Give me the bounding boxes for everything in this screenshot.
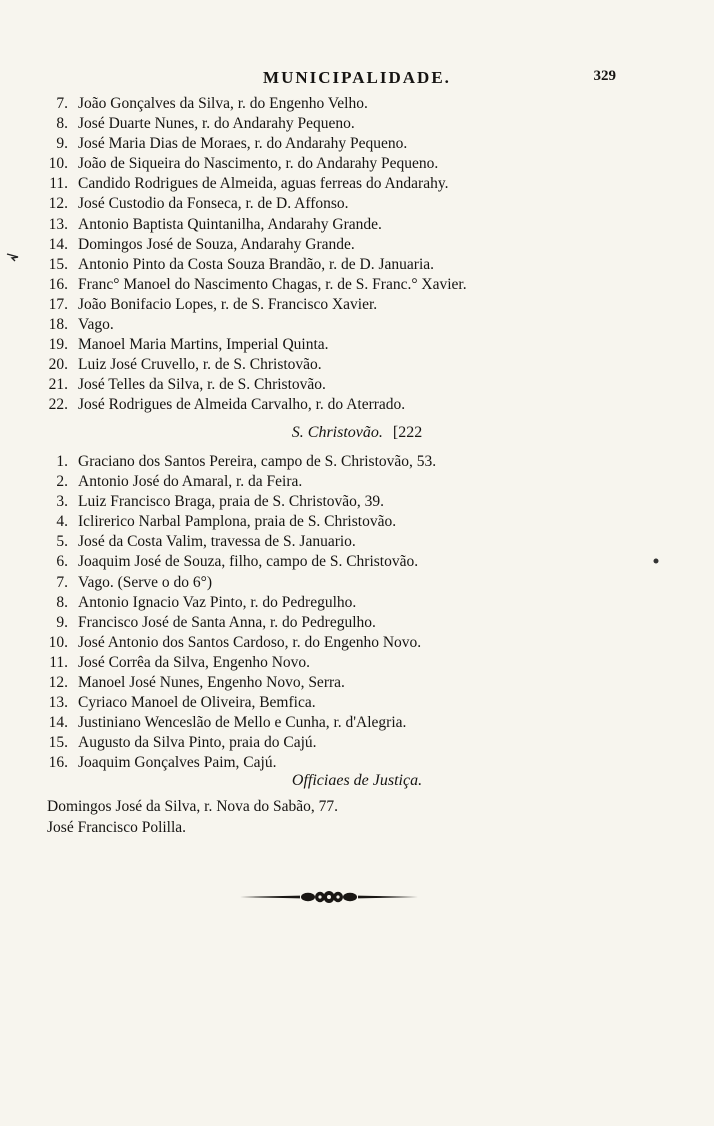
list-item (0, 733, 714, 753)
list-item (0, 613, 714, 633)
list-item (0, 174, 714, 194)
entry-text: Vago. (Serve o do 6°) (78, 573, 213, 591)
list-item (0, 753, 714, 773)
entry-text: José Rodrigues de Almeida Carvalho, r. do Aterrado. (78, 396, 406, 414)
entry-number: 17. (48, 295, 68, 313)
list-item (0, 633, 714, 653)
entry-text: Justiniano Wenceslão de Mello e Cunha, r. d'Alegria. (78, 714, 407, 732)
entry-text: José Duarte Nunes, r. do Andarahy Pequeno. (78, 115, 355, 133)
list-item (0, 114, 714, 134)
entry-number: 5. (56, 533, 68, 551)
list-item (0, 315, 714, 335)
list-item (0, 472, 714, 492)
entry-text: José Maria Dias de Moraes, r. do Andarahy Pequeno. (78, 135, 408, 153)
list-item (0, 693, 714, 713)
entry-text: José Antonio dos Santos Cardoso, r. do Engenho Novo. (78, 633, 422, 651)
list-item (0, 275, 714, 295)
entry-number: 16. (48, 275, 68, 293)
entry-number: 14. (48, 235, 68, 253)
entry-number: 20. (48, 356, 68, 374)
entry-number: 19. (48, 336, 68, 354)
entry-text: Luiz José Cruvello, r. de S. Christovão. (78, 356, 322, 374)
page-header (0, 64, 714, 92)
entry-number: 22. (48, 396, 68, 414)
entry-number: 11. (49, 175, 68, 193)
list-item (0, 94, 714, 114)
entry-number: 15. (48, 734, 68, 752)
entry-text: Francisco José de Santa Anna, r. do Pedregulho. (78, 613, 376, 631)
list-item (0, 452, 714, 472)
list-item (0, 593, 714, 613)
entry-text: Manoel José Nunes, Engenho Novo, Serra. (78, 674, 345, 692)
entry-number: 8. (56, 115, 68, 133)
list-item (0, 215, 714, 235)
page-number: 329 (593, 68, 616, 84)
list-item (0, 552, 714, 572)
list-item (0, 235, 714, 255)
ornament-divider-icon (238, 888, 420, 906)
entry-number: 8. (56, 593, 68, 611)
margin-mark-icon (651, 556, 661, 566)
entry-text: Vago. (78, 316, 114, 334)
list-item (0, 154, 714, 174)
entry-text: Iclirerico Narbal Pamplona, praia de S. Christovão. (78, 513, 397, 531)
entry-text: Graciano dos Santos Pereira, campo de S. Christovão, 53. (78, 453, 437, 470)
entry-number: 3. (56, 493, 68, 511)
entry-number: 7. (56, 95, 68, 112)
section-title: Officiaes de Justiça. (291, 772, 423, 789)
entry-text: Domingos José de Souza, Andarahy Grande. (78, 235, 355, 253)
list-item (0, 295, 714, 315)
list-item (0, 375, 714, 395)
list-item (0, 194, 714, 214)
entry-number: 10. (48, 155, 68, 173)
entry-number: 11. (49, 653, 68, 671)
entry-number: 1. (56, 453, 68, 470)
entry-number: 15. (48, 255, 68, 273)
entry-text: José Corrêa da Silva, Engenho Novo. (78, 653, 311, 671)
entry-number: 6. (56, 553, 68, 571)
entry-text: João de Siqueira do Nascimento, r. do Andarahy Pequeno. (78, 155, 439, 173)
entry-text: Antonio Ignacio Vaz Pinto, r. do Pedregulho. (78, 593, 357, 611)
entry-text: Antonio Baptista Quintanilha, Andarahy Grande. (78, 215, 382, 233)
entry-number: 16. (48, 754, 68, 772)
list-item (0, 653, 714, 673)
list-andarahy (0, 94, 714, 416)
list-item (0, 255, 714, 275)
list-christovao (0, 452, 714, 774)
margin-mark-icon (6, 252, 20, 262)
entry-text: João Gonçalves da Silva, r. do Engenho Velho. (78, 95, 368, 112)
list-item (0, 134, 714, 154)
list-item (0, 395, 714, 415)
section-title: S. Christovão. (291, 424, 383, 441)
entry-number: 9. (56, 613, 68, 631)
entry-number: 13. (48, 694, 68, 712)
entry-number: 7. (56, 573, 68, 591)
entry-text: Candido Rodrigues de Almeida, aguas ferreas do Andarahy. (78, 175, 449, 193)
entry-text: Antonio Pinto da Costa Souza Brandão, r. de D. Januaria. (78, 255, 435, 273)
entry-text: Manoel Maria Martins, Imperial Quinta. (78, 336, 329, 354)
entry-number: 18. (48, 316, 68, 334)
list-item (0, 512, 714, 532)
entry-text: Luiz Francisco Braga, praia de S. Christovão, 39. (78, 493, 385, 511)
list-item (0, 492, 714, 512)
entry-number: 13. (48, 215, 68, 233)
section-count: [222 (392, 424, 423, 441)
officer-name: Domingos José da Silva, r. Nova do Sabão, 77. (47, 798, 339, 815)
entry-text: Augusto da Silva Pinto, praia do Cajú. (78, 734, 317, 752)
list-item (0, 713, 714, 733)
entry-text: José Telles da Silva, r. de S. Christovão. (78, 376, 326, 394)
entry-number: 12. (48, 195, 68, 213)
entry-number: 10. (48, 633, 68, 651)
section-heading-christovao (0, 424, 714, 442)
entry-text: Joaquim Gonçalves Paim, Cajú. (78, 754, 277, 772)
section-heading-officiaes (0, 772, 714, 790)
entry-text: José da Costa Valim, travessa de S. Januario. (78, 533, 356, 551)
entry-number: 9. (56, 135, 68, 153)
entry-number: 4. (56, 513, 68, 531)
entry-number: 2. (56, 473, 68, 491)
list-item (0, 673, 714, 693)
entry-number: 21. (48, 376, 68, 394)
list-item (0, 335, 714, 355)
entry-text: Joaquim José de Souza, filho, campo de S. Christovão. (78, 553, 419, 571)
list-item (0, 532, 714, 552)
entry-text: Antonio José do Amaral, r. da Feira. (78, 473, 303, 491)
running-title: MUNICIPALIDADE. (263, 68, 451, 87)
entry-text: João Bonifacio Lopes, r. de S. Francisco Xavier. (78, 295, 378, 313)
entry-number: 12. (48, 674, 68, 692)
officer-name: José Francisco Polilla. (47, 819, 187, 836)
list-item (0, 355, 714, 375)
entry-text: Cyriaco Manoel de Oliveira, Bemfica. (78, 694, 316, 712)
entry-text: José Custodio da Fonseca, r. de D. Affonso. (78, 195, 349, 213)
list-item (0, 573, 714, 593)
entry-text: Franc° Manoel do Nascimento Chagas, r. de S. Franc.° Xavier. (78, 275, 467, 293)
entry-number: 14. (48, 714, 68, 732)
